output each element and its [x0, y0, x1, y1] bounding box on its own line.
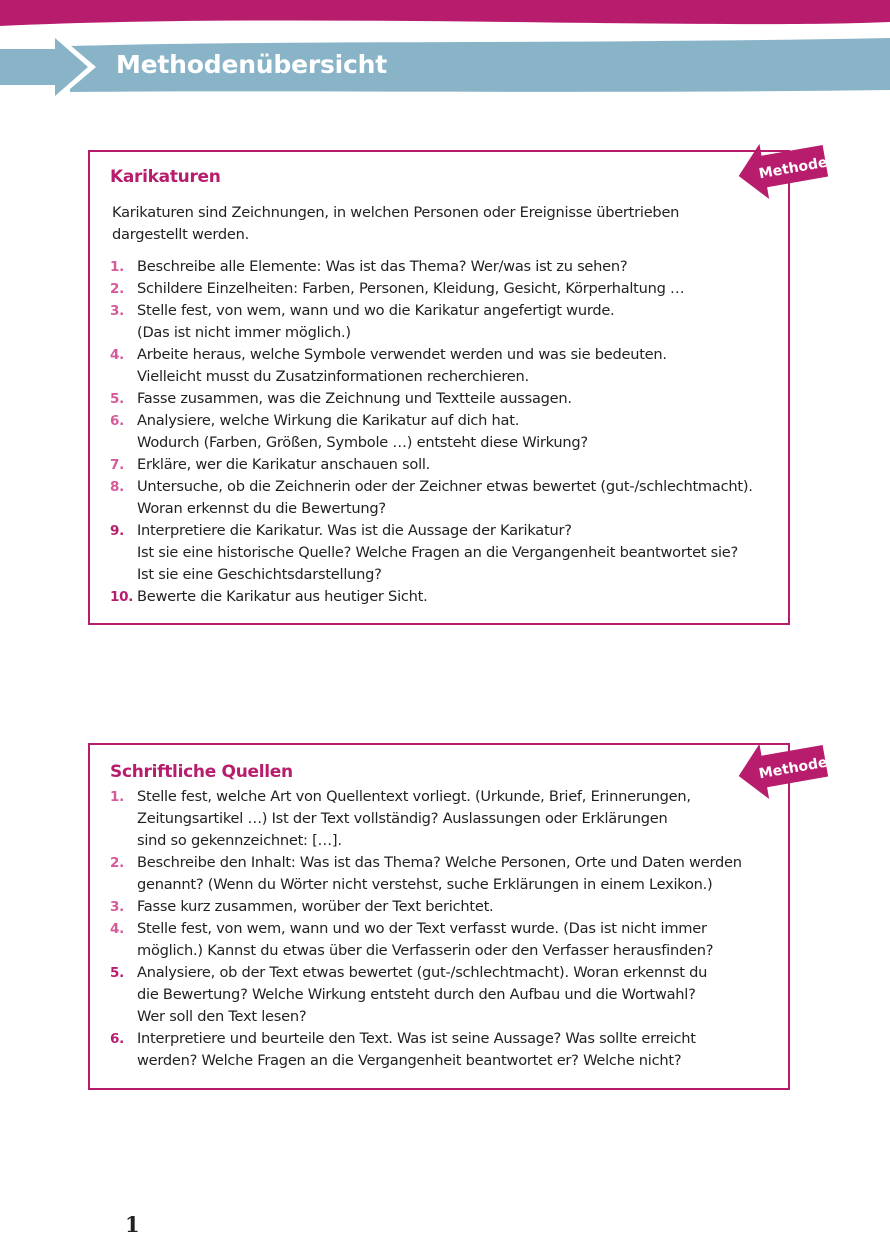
step-number: 10.: [110, 589, 134, 605]
list-item: [110, 786, 742, 852]
step-number: 1.: [110, 789, 125, 805]
step-line: Interpretiere und beurteile den Text. Was ist seine Aussage? Was sollte erreicht: [137, 1030, 696, 1047]
step-line: Zeitungsartikel …) Ist der Text vollständig? Auslassungen oder Erklärungen: [137, 810, 668, 827]
list-item: [110, 896, 742, 918]
step-number: 2.: [110, 855, 125, 871]
step-number: 7.: [110, 457, 125, 473]
step-line: sind so gekennzeichnet: […].: [137, 832, 342, 849]
step-line: Wer soll den Text lesen?: [137, 1008, 307, 1025]
step-number: 8.: [110, 479, 125, 495]
step-line: Schildere Einzelheiten: Farben, Personen, Kleidung, Gesicht, Körperhaltung …: [137, 280, 685, 297]
list-item: [110, 962, 742, 1028]
step-line: Beschreibe den Inhalt: Was ist das Thema? Welche Personen, Orte und Daten werden: [137, 854, 742, 871]
list-item: [110, 410, 753, 454]
list-item: [110, 454, 753, 476]
step-number: 9.: [110, 523, 125, 539]
badge-label: Methode: [757, 754, 829, 783]
step-number: 1.: [110, 259, 125, 275]
step-line: Vielleicht musst du Zusatzinformationen recherchieren.: [137, 368, 529, 385]
method-box-karikaturen: [88, 150, 790, 625]
list-item: [110, 278, 753, 300]
step-number: 2.: [110, 281, 125, 297]
step-line: werden? Welche Fragen an die Vergangenheit beantwortet er? Welche nicht?: [137, 1052, 682, 1069]
method-box-schriftliche-quellen: [88, 743, 790, 1090]
step-number: 4.: [110, 921, 125, 937]
step-line: Beschreibe alle Elemente: Was ist das Thema? Wer/was ist zu sehen?: [137, 258, 628, 275]
intro-line: dargestellt werden.: [112, 226, 250, 243]
step-line: Untersuche, ob die Zeichnerin oder der Zeichner etwas bewertet (gut-/schlechtmacht).: [137, 478, 753, 495]
step-line: Interpretiere die Karikatur. Was ist die Aussage der Karikatur?: [137, 522, 572, 539]
step-line: Ist sie eine Geschichtsdarstellung?: [137, 566, 382, 583]
step-number: 5.: [110, 965, 125, 981]
intro-text: [112, 202, 712, 246]
step-number: 3.: [110, 303, 125, 319]
list-item: [110, 300, 753, 344]
steps-list: [110, 786, 742, 1072]
step-line: Stelle fest, von wem, wann und wo der Text verfasst wurde. (Das ist nicht immer: [137, 920, 707, 937]
page-number: 1: [125, 1212, 140, 1237]
list-item: [110, 256, 753, 278]
list-item: [110, 520, 753, 586]
section-title: Schriftliche Quellen: [110, 762, 293, 782]
badge-label: Methode: [757, 154, 829, 183]
step-line: genannt? (Wenn du Wörter nicht verstehst, suche Erklärungen in einem Lexikon.): [137, 876, 713, 893]
step-number: 6.: [110, 1031, 125, 1047]
step-line: die Bewertung? Welche Wirkung entsteht durch den Aufbau und die Wortwahl?: [137, 986, 696, 1003]
step-line: möglich.) Kannst du etwas über die Verfasserin oder den Verfasser herausfinden?: [137, 942, 714, 959]
step-number: 4.: [110, 347, 125, 363]
steps-list: [110, 256, 753, 608]
step-line: Fasse kurz zusammen, worüber der Text berichtet.: [137, 898, 494, 915]
step-line: Analysiere, ob der Text etwas bewertet (gut-/schlechtmacht). Woran erkennst du: [137, 964, 708, 981]
methode-badge: [734, 728, 834, 808]
step-line: Woran erkennst du die Bewertung?: [137, 500, 386, 517]
page-title: Methodenübersicht: [116, 50, 388, 79]
step-line: Erkläre, wer die Karikatur anschauen soll.: [137, 456, 431, 473]
step-line: Stelle fest, welche Art von Quellentext vorliegt. (Urkunde, Brief, Erinnerungen,: [137, 788, 691, 805]
intro-line: Karikaturen sind Zeichnungen, in welchen Personen oder Ereignisse übertrieben: [112, 204, 680, 221]
step-line: Analysiere, welche Wirkung die Karikatur auf dich hat.: [137, 412, 520, 429]
list-item: [110, 344, 753, 388]
methode-badge: [734, 128, 834, 208]
list-item: [110, 918, 742, 962]
list-item: [110, 476, 753, 520]
step-line: Arbeite heraus, welche Symbole verwendet werden und was sie bedeuten.: [137, 346, 667, 363]
list-item: [110, 388, 753, 410]
step-number: 5.: [110, 391, 125, 407]
list-item: [110, 1028, 742, 1072]
step-line: Bewerte die Karikatur aus heutiger Sicht.: [137, 588, 428, 605]
step-line: Stelle fest, von wem, wann und wo die Karikatur angefertigt wurde.: [137, 302, 615, 319]
step-line: Ist sie eine historische Quelle? Welche Fragen an die Vergangenheit beantwortet sie?: [137, 544, 739, 561]
step-number: 3.: [110, 899, 125, 915]
step-line: Fasse zusammen, was die Zeichnung und Textteile aussagen.: [137, 390, 572, 407]
step-line: Wodurch (Farben, Größen, Symbole …) entsteht diese Wirkung?: [137, 434, 588, 451]
step-line: (Das ist nicht immer möglich.): [137, 324, 351, 341]
list-item: [110, 852, 742, 896]
list-item: [110, 586, 753, 608]
step-number: 6.: [110, 413, 125, 429]
section-title: Karikaturen: [110, 167, 221, 187]
